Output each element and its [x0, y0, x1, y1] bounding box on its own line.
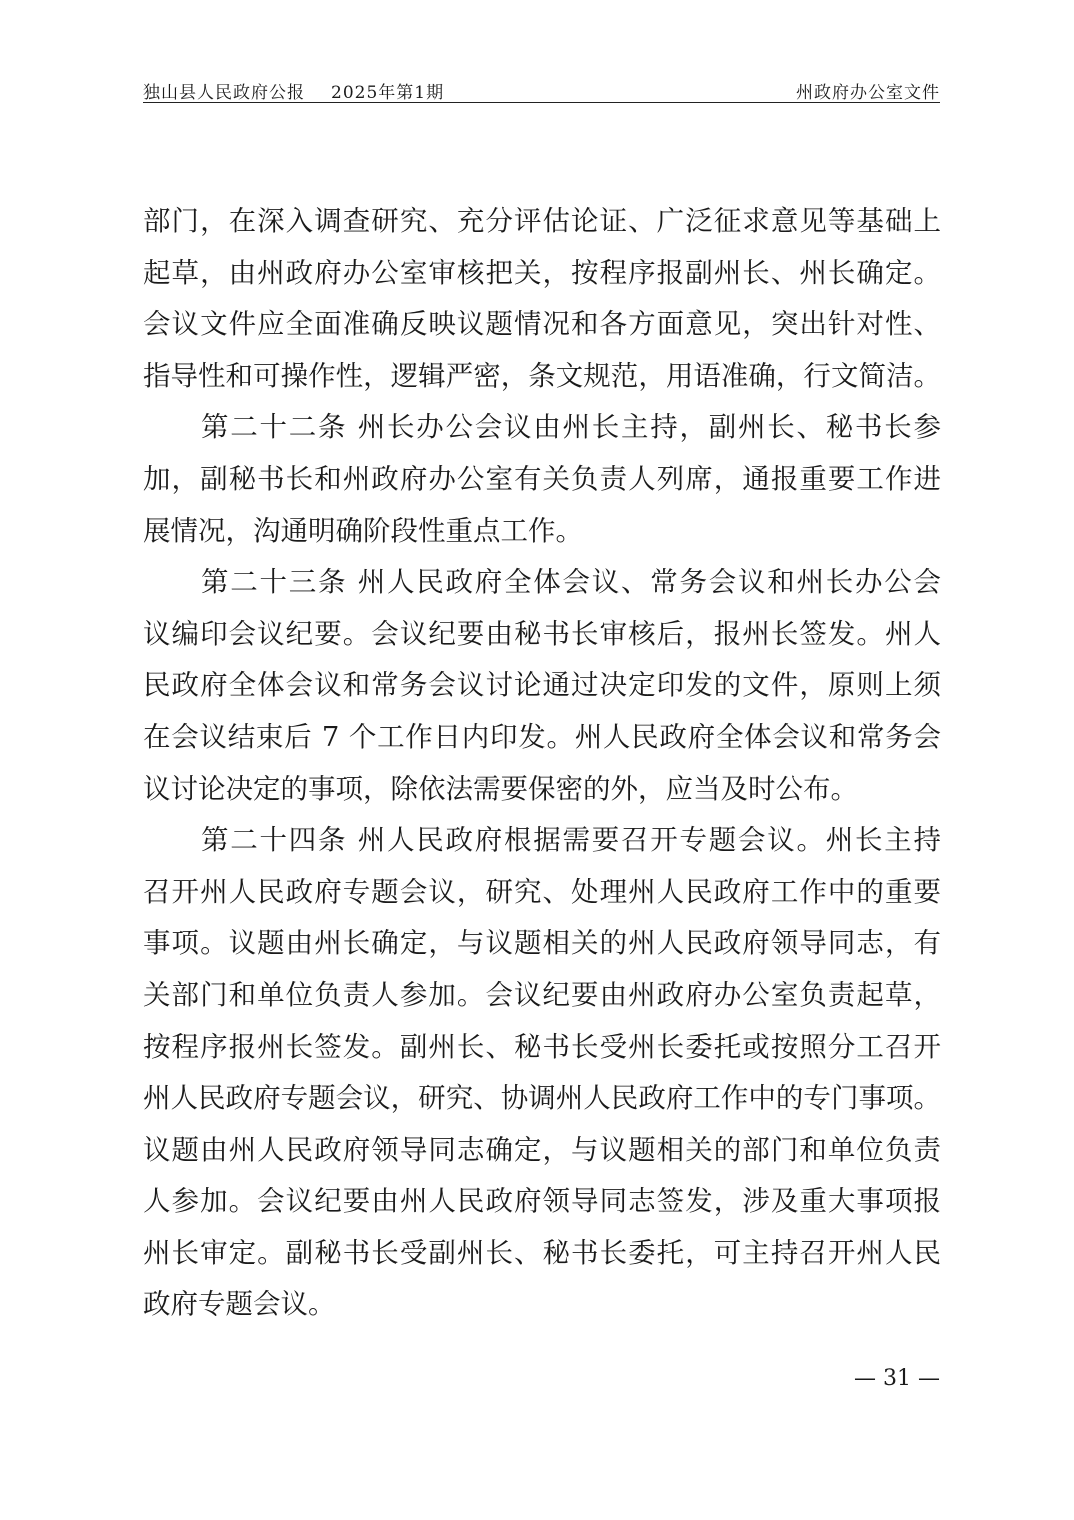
text-line: 会议文件应全面准确反映议题情况和各方面意见，突出针对性、: [143, 308, 941, 341]
text-line: 事项。议题由州长确定，与议题相关的州人民政府领导同志，有: [143, 927, 941, 960]
section-title: 州政府办公室文件: [796, 83, 940, 103]
text-line: 议编印会议纪要。会议纪要由秘书长审核后，报州长签发。州人: [143, 617, 941, 650]
document-body: [143, 196, 941, 1331]
text-line: 起草，由州政府办公室审核把关，按程序报副州长、州长确定。: [143, 256, 941, 289]
page-number: — 31 —: [854, 1366, 940, 1391]
text-line: 人参加。会议纪要由州人民政府领导同志签发，涉及重大事项报: [143, 1185, 941, 1218]
running-header: [143, 76, 940, 103]
text-line: 按程序报州长签发。副州长、秘书长受州长委托或按照分工召开: [143, 1030, 941, 1063]
text-line: 指导性和可操作性，逻辑严密，条文规范，用语准确，行文简洁。: [143, 359, 941, 392]
header-left: [143, 78, 444, 103]
text-line: 展情况，沟通明确阶段性重点工作。: [143, 514, 583, 547]
text-line: 在会议结束后 7 个工作日内印发。州人民政府全体会议和常务会: [143, 720, 941, 753]
text-line: 议题由州人民政府领导同志确定，与议题相关的部门和单位负责: [143, 1133, 941, 1166]
text-line: 第二十二条 州长办公会议由州长主持，副州长、秘书长参: [201, 411, 941, 444]
publication-name: 独山县人民政府公报: [143, 83, 305, 103]
text-line: 民政府全体会议和常务会议讨论通过决定印发的文件，原则上须: [143, 669, 941, 702]
text-line: 召开州人民政府专题会议，研究、处理州人民政府工作中的重要: [143, 875, 941, 908]
text-line: 部门，在深入调查研究、充分评估论证、广泛征求意见等基础上: [143, 205, 941, 237]
text-line: 第二十四条 州人民政府根据需要召开专题会议。州长主持: [201, 824, 941, 857]
issue-number: 2025年第1期: [331, 83, 445, 103]
text-line: 第二十三条 州人民政府全体会议、常务会议和州长办公会: [201, 566, 941, 599]
text-line: 加，副秘书长和州政府办公室有关负责人列席，通报重要工作进: [143, 462, 941, 495]
text-line: 政府专题会议。: [143, 1288, 336, 1321]
text-line: 州长审定。副秘书长受副州长、秘书长委托，可主持召开州人民: [143, 1236, 941, 1269]
text-line: 州人民政府专题会议，研究、协调州人民政府工作中的专门事项。: [143, 1082, 941, 1115]
text-line: 关部门和单位负责人参加。会议纪要由州政府办公室负责起草，: [143, 978, 941, 1011]
text-line: 议讨论决定的事项，除依法需要保密的外，应当及时公布。: [143, 772, 858, 805]
